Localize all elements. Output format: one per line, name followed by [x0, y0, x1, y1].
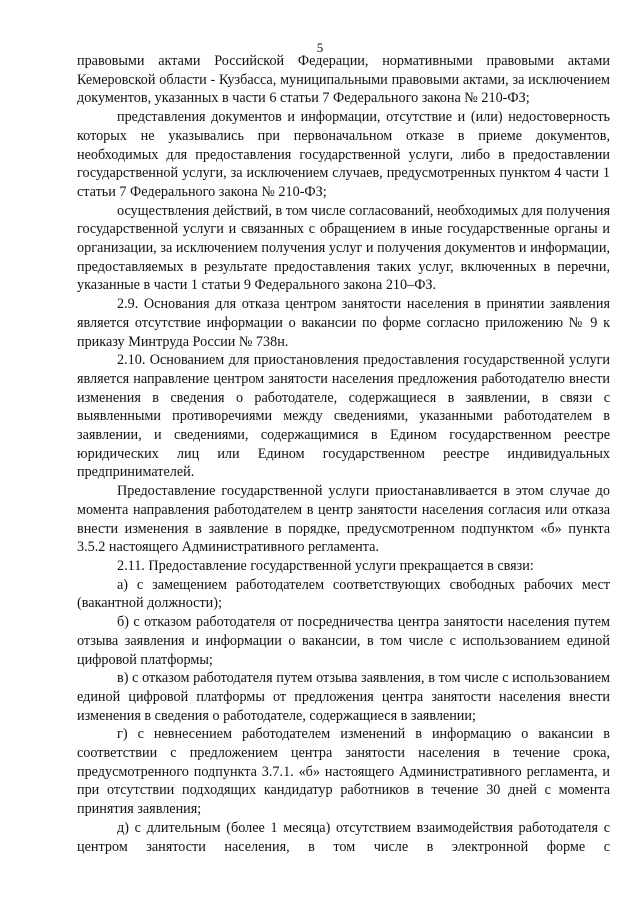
paragraph-continuation: правовыми актами Российской Федерации, нормативными правовыми актами Кемеровской области - Кузбасса, муниципальными правовыми актами, за исключением документов, указанных в части 6 статьи 7 Федерального закона № 210-ФЗ;: [77, 53, 610, 107]
list-item-g: г) с невнесением работодателем изменений в информацию о вакансии в соответствии с предложением центра занятости населения в течение срока, предусмотренного подпункта 3.7.1. «б» настоящего Административного регламента, и при отсутствии подходящих кандидатур работников в течение 30 дней с момента принятия заявления;: [77, 726, 610, 818]
list-item-v: в) с отказом работодателя путем отзыва заявления, в том числе с использованием единой цифровой платформы от предложения центра занятости населения внести изменения в сведения о работодателе, содержащиеся в заявлении;: [77, 670, 610, 724]
list-item-a: а) с замещением работодателем соответствующих свободных рабочих мест (вакантной должности);: [77, 576, 610, 612]
list-item-b: б) с отказом работодателя от посредничества центра занятости населения путем отзыва заявления и информации о вакансии, в том числе с использованием единой цифровой платформы;: [77, 614, 610, 668]
paragraph-2-11: 2.11. Предоставление государственной услуги прекращается в связи:: [117, 557, 534, 574]
document-body: [77, 52, 610, 856]
paragraph-2-10: 2.10. Основанием для приостановления предоставления государственной услуги является направление центром занятости населения предложения работодателю внести изменения в сведения о работодателе, содержащиеся в заявлении, в связи с выявленными противоречиями между сведениями, указанными работодателем в заявлении, и сведениями, содержащимися в Едином государственном реестре юридических лиц или Едином государственном реестре индивидуальных предпринимателей.: [77, 352, 610, 481]
paragraph-actions: осуществления действий, в том числе согласований, необходимых для получения государственной услуги и связанных с обращением в иные государственные органы и организации, за исключением получения услуг и получения документов и информации, предоставляемых в результате предоставления таких услуг, включенных в перечни, указанные в части 1 статьи 9 Федерального закона 210–ФЗ.: [77, 202, 610, 294]
list-item-d: д) с длительным (более 1 месяца) отсутствием взаимодействия работодателя с центром занятости населения, в том числе в электронной форме с: [77, 819, 610, 855]
paragraph-documents: представления документов и информации, отсутствие и (или) недостоверность которых не указывались при первоначальном отказе в приеме документов, необходимых для предоставления государственной услуги, либо в предоставлении государственной услуги, за исключением случаев, предусмотренных пунктом 4 части 1 статьи 7 Федерального закона № 210-ФЗ;: [77, 109, 610, 200]
page-number: 5: [316, 40, 324, 55]
paragraph-suspension: Предоставление государственной услуги приостанавливается в этом случае до момента направления работодателем в центр занятости населения согласия или отказа внести изменения в заявление в порядке, предусмотренном подпунктом «б» пункта 3.5.2 настоящего Административного регламента.: [77, 483, 610, 556]
paragraph-2-9: 2.9. Основания для отказа центром занятости населения в принятии заявления является отсутствие информации о вакансии по форме согласно приложению № 9 к приказу Минтруда России № 738н.: [77, 296, 610, 350]
